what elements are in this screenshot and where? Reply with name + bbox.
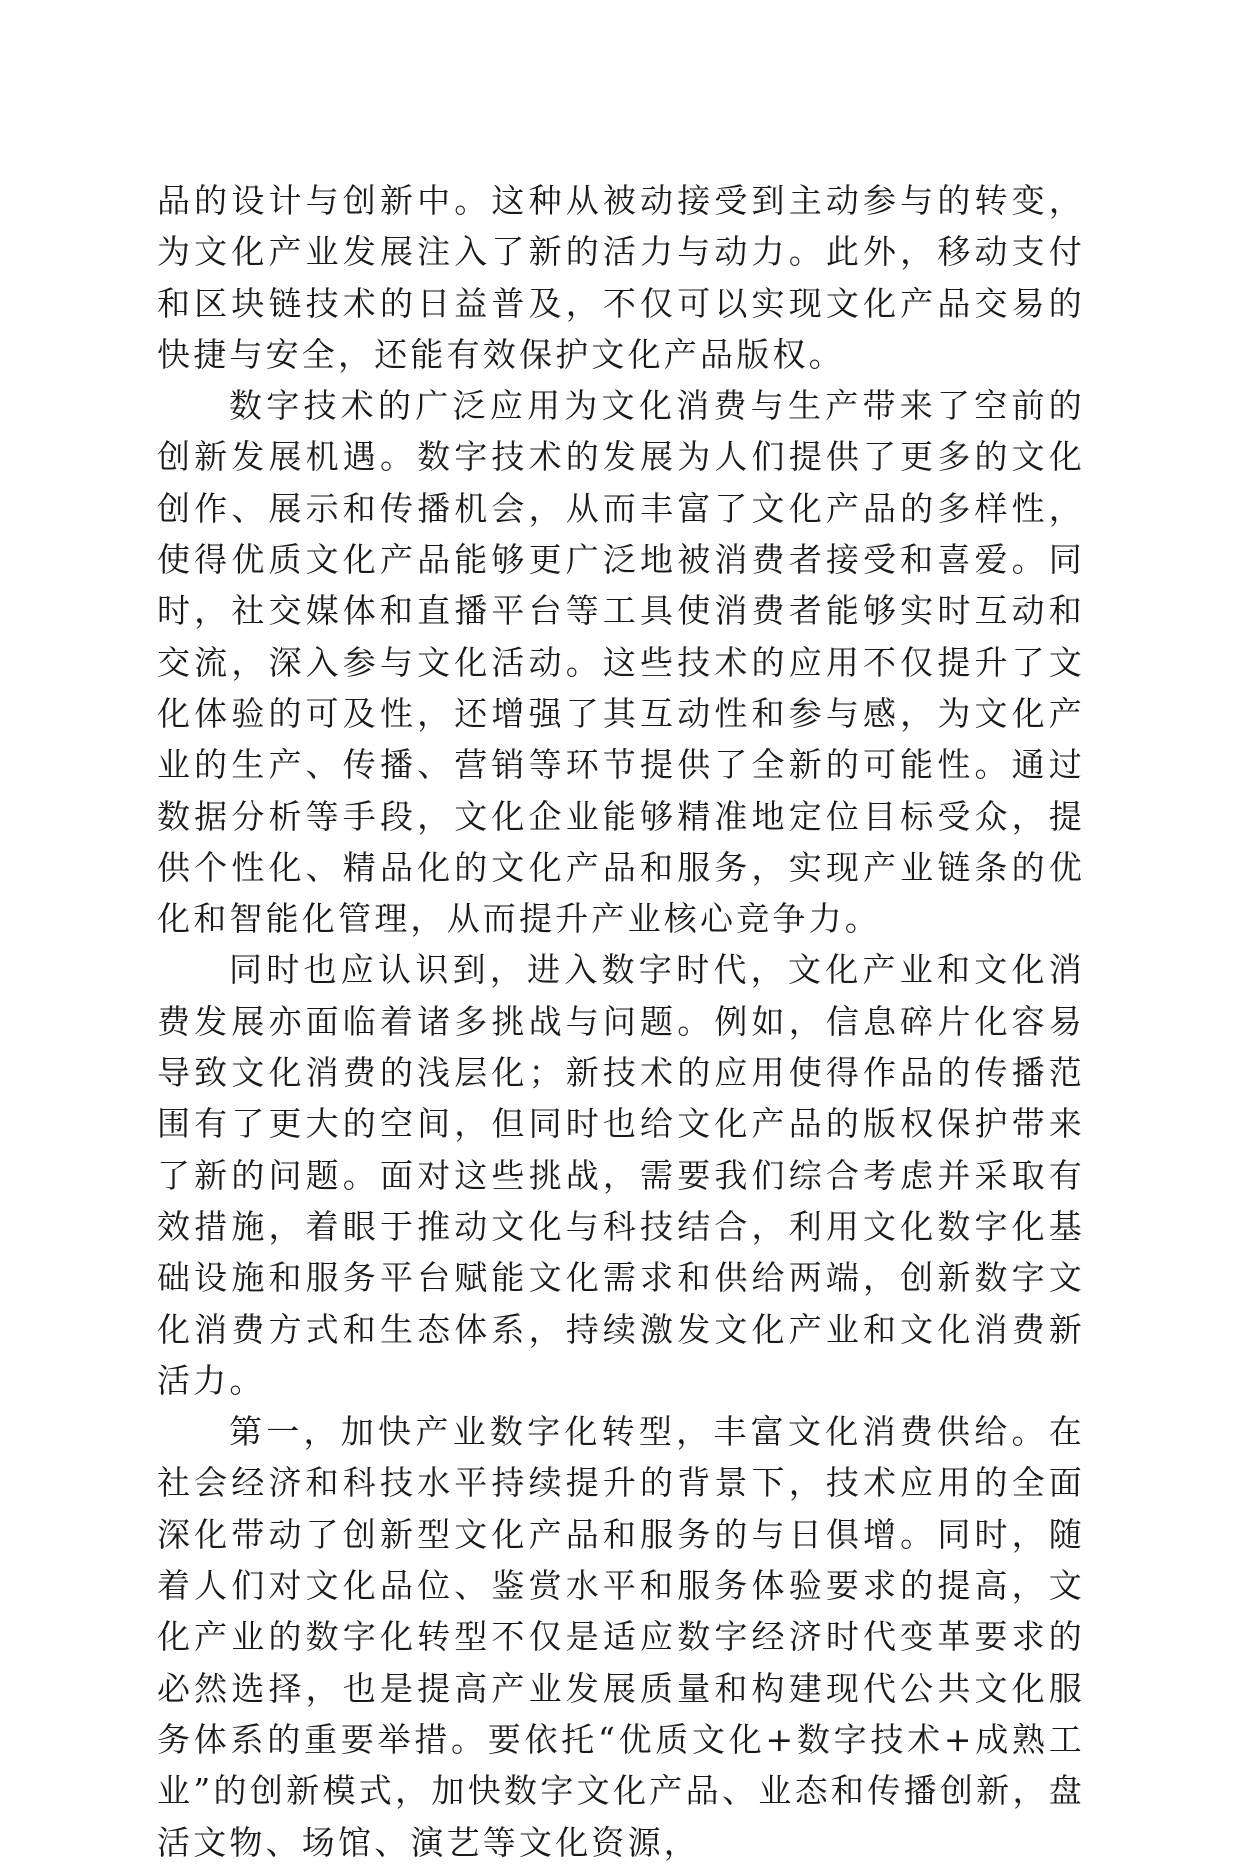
paragraph-4: 第一，加快产业数字化转型，丰富文化消费供给。在社会经济和科技水平持续提升的背景下，技术应用的全面深化带动了创新型文化产品和服务的与日俱增。同时，随着人们对文化品位、鉴赏水平和服务体验要求的提高，文化产业的数字化转型不仅是适应数字经济时代变革要求的必然选择，也是提高产业发展质量和构建现代公共文化服务体系的重要举措。要依托“优质文化+数字技术+成熟工业”的创新模式，加快数字文化产品、业态和传播创新，盘活文物、场馆、演艺等文化资源， — [157, 1412, 1085, 1862]
paragraph-2: 数字技术的广泛应用为文化消费与生产带来了空前的创新发展机遇。数字技术的发展为人们提供了更多的文化创作、展示和传播机会，从而丰富了文化产品的多样性，使得优质文化产品能够更广泛地被消费者接受和喜爱。同时，社交媒体和直播平台等工具使消费者能够实时互动和交流，深入参与文化活动。这些技术的应用不仅提升了文化体验的可及性，还增强了其互动性和参与感，为文化产业的生产、传播、营销等环节提供了全新的可能性。通过数据分析等手段，文化企业能够精准地定位目标受众，提供个性化、精品化的文化产品和服务，实现产业链条的优化和智能化管理，从而提升产业核心竞争力。 — [157, 386, 1085, 939]
article-body — [157, 175, 1085, 1868]
paragraph-3: 同时也应认识到，进入数字时代，文化产业和文化消费发展亦面临着诸多挑战与问题。例如，信息碎片化容易导致文化消费的浅层化；新技术的应用使得作品的传播范围有了更大的空间，但同时也给文化产品的版权保护带来了新的问题。面对这些挑战，需要我们综合考虑并采取有效措施，着眼于推动文化与科技结合，利用文化数字化基础设施和服务平台赋能文化需求和供给两端，创新数字文化消费方式和生态体系，持续激发文化产业和文化消费新活力。 — [157, 950, 1085, 1400]
paragraph-1: 品的设计与创新中。这种从被动接受到主动参与的转变，为文化产业发展注入了新的活力与动力。此外，移动支付和区块链技术的日益普及，不仅可以实现文化产品交易的快捷与安全，还能有效保护文化产品版权。 — [157, 181, 1085, 374]
